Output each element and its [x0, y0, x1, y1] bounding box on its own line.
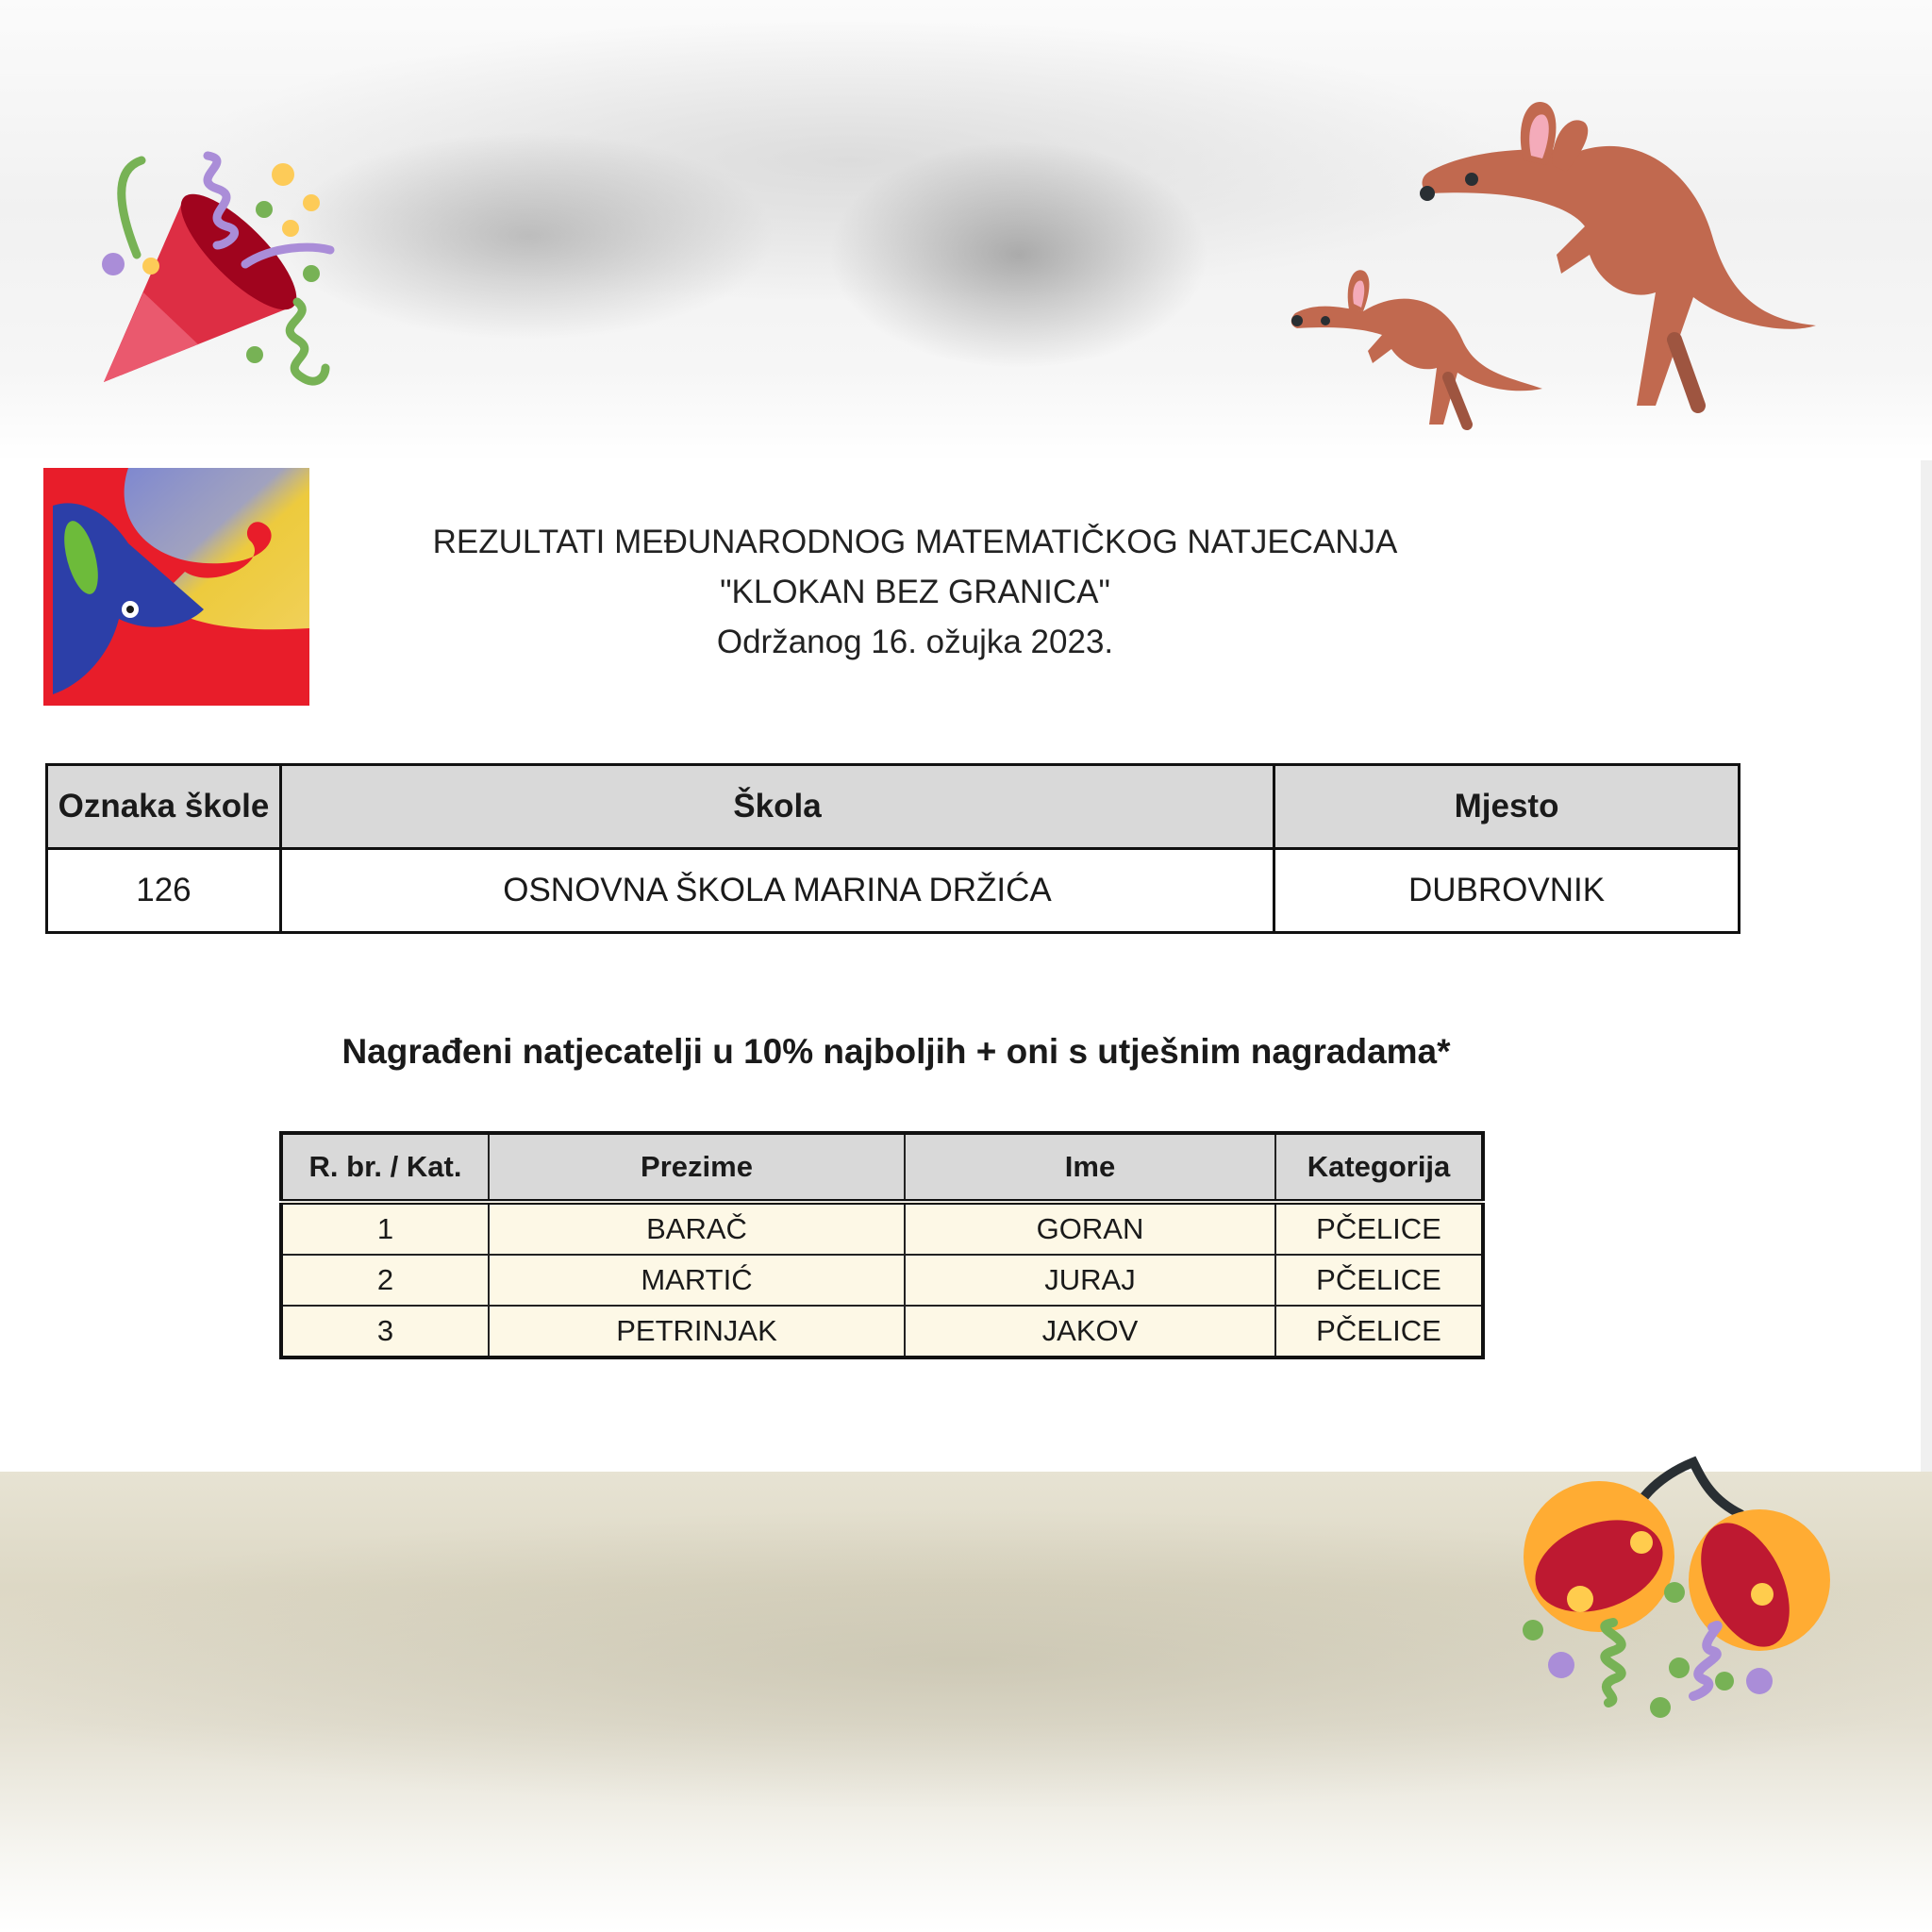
- surname: BARAČ: [489, 1202, 905, 1255]
- results-title: [283, 517, 1547, 667]
- col-rbr-kat: R. br. / Kat.: [281, 1133, 489, 1202]
- table-row: [281, 1306, 1483, 1357]
- school-city: DUBROVNIK: [1274, 849, 1740, 933]
- surname: PETRINJAK: [489, 1306, 905, 1357]
- klokan-logo: [43, 468, 309, 706]
- awards-header-row: [281, 1133, 1483, 1202]
- title-line-1: REZULTATI MEĐUNARODNOG MATEMATIČKOG NATJECANJA: [432, 524, 1398, 560]
- table-row: [281, 1202, 1483, 1255]
- awards-table: [279, 1131, 1485, 1359]
- col-skola: Škola: [280, 765, 1274, 849]
- school-code: 126: [47, 849, 281, 933]
- row-number: 2: [281, 1255, 489, 1306]
- document-edge: [1921, 460, 1932, 1472]
- school-table-header-row: [47, 765, 1740, 849]
- school-table-row: [47, 849, 1740, 933]
- kangaroo-icon: [1278, 94, 1825, 453]
- col-ime: Ime: [905, 1133, 1275, 1202]
- row-number: 3: [281, 1306, 489, 1357]
- row-number: 1: [281, 1202, 489, 1255]
- party-popper-icon: [94, 151, 340, 396]
- category: PČELICE: [1275, 1255, 1483, 1306]
- school-table: [45, 763, 1740, 934]
- table-row: [281, 1255, 1483, 1306]
- school-name: OSNOVNA ŠKOLA MARINA DRŽIĆA: [280, 849, 1274, 933]
- category: PČELICE: [1275, 1202, 1483, 1255]
- col-oznaka-skole: Oznaka škole: [47, 765, 281, 849]
- first-name: GORAN: [905, 1202, 1275, 1255]
- category: PČELICE: [1275, 1306, 1483, 1357]
- col-mjesto: Mjesto: [1274, 765, 1740, 849]
- surname: MARTIĆ: [489, 1255, 905, 1306]
- first-name: JURAJ: [905, 1255, 1275, 1306]
- col-prezime: Prezime: [489, 1133, 905, 1202]
- title-line-2: "KLOKAN BEZ GRANICA": [720, 574, 1110, 610]
- col-kategorija: Kategorija: [1275, 1133, 1483, 1202]
- maracas-icon: [1509, 1434, 1849, 1736]
- title-line-3: Održanog 16. ožujka 2023.: [716, 624, 1114, 660]
- awards-title: Nagrađeni natjecatelji u 10% najboljih + oni s utješnim nagradama*: [341, 1032, 1451, 1071]
- first-name: JAKOV: [905, 1306, 1275, 1357]
